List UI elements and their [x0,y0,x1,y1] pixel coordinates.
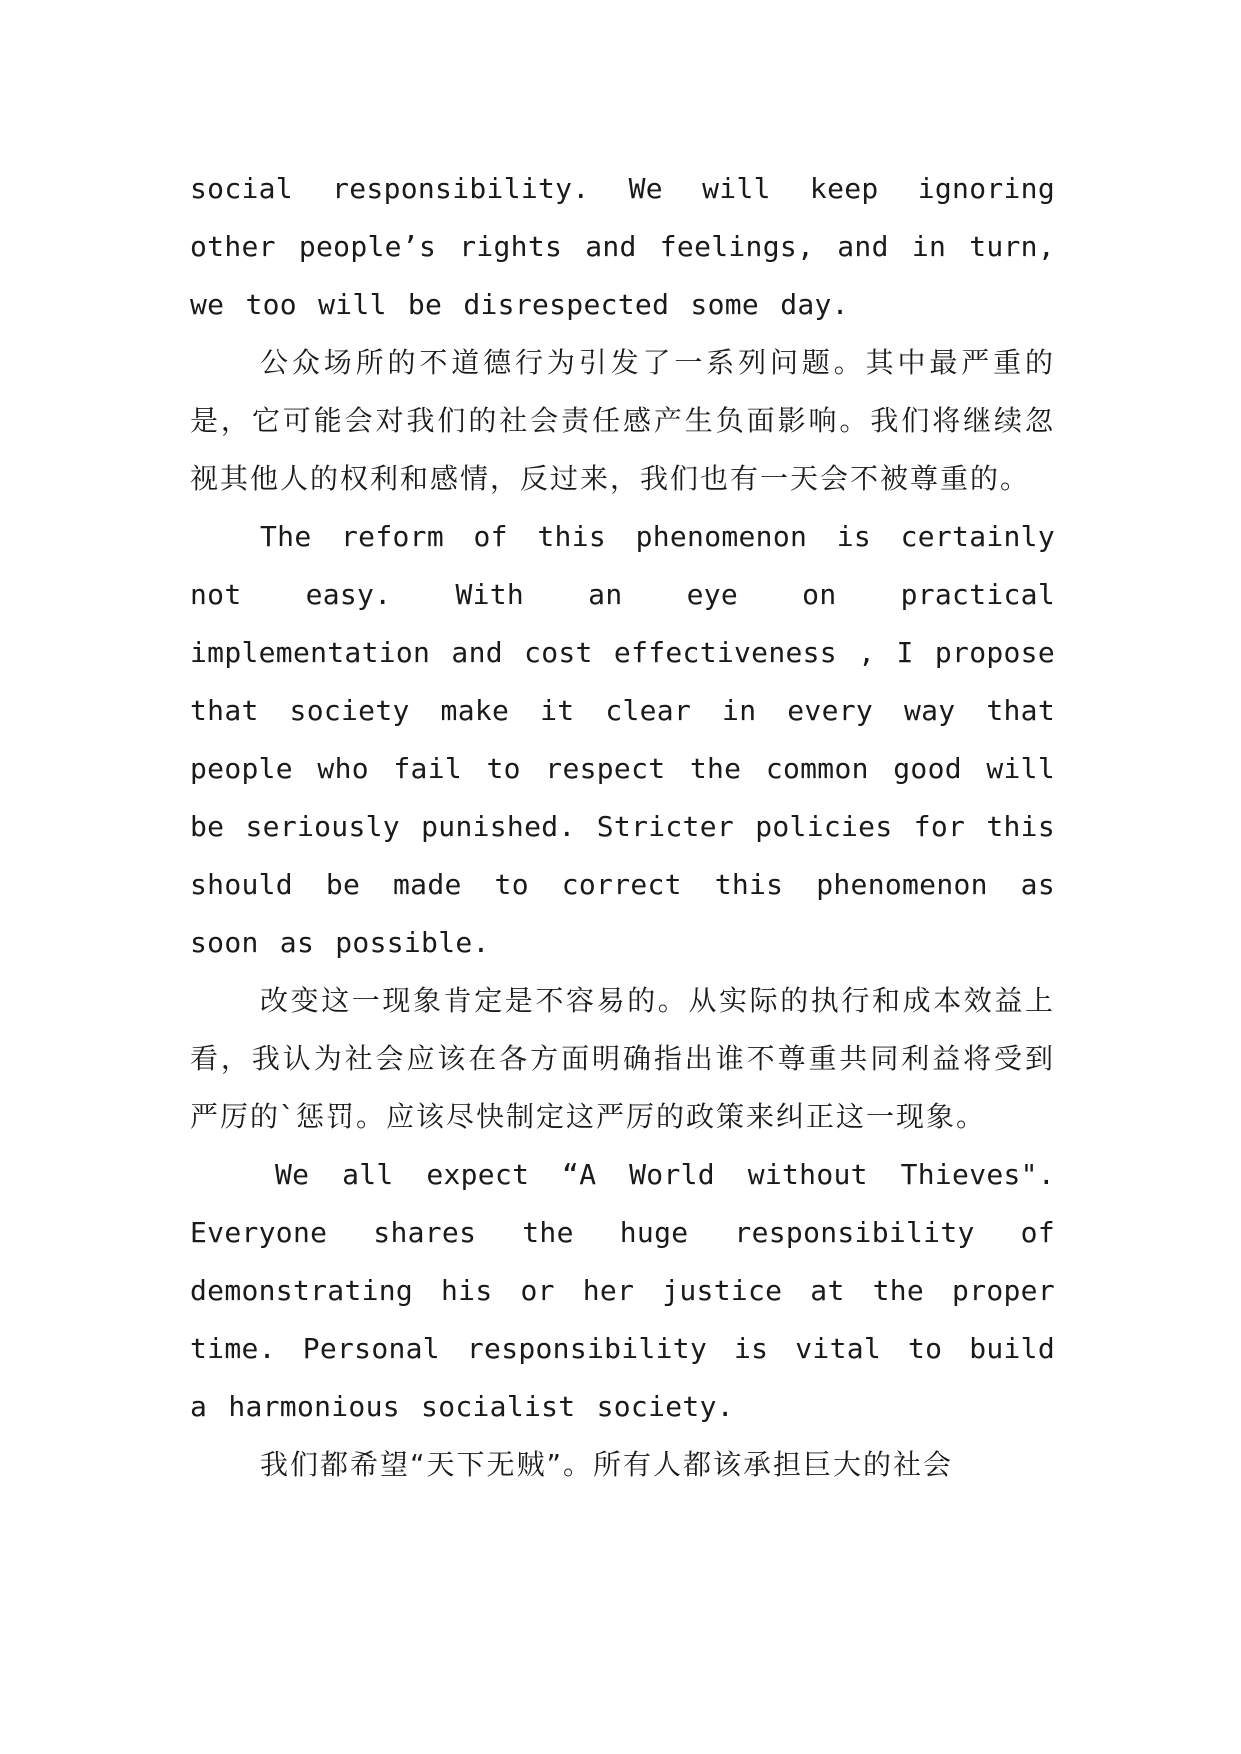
paragraph-chinese-3: 我们都希望“天下无贼”。所有人都该承担巨大的社会 [260,1448,954,1481]
paragraph-english-3: We all expect “A World without Thieves". Everyone shares the huge responsibility of demonstrating his or her justice at the proper time. Personal responsibility is vital to build a harmonious socialist society. [190,1158,1055,1423]
paragraph-chinese-1: 公众场所的不道德行为引发了一系列问题。其中最严重的是，它可能会对我们的社会责任感产生负面影响。我们将继续忽视其他人的权利和感情，反过来，我们也有一天会不被尊重的。 [190,346,1055,495]
paragraph-chinese-2: 改变这一现象肯定是不容易的。从实际的执行和成本效益上看，我认为社会应该在各方面明确指出谁不尊重共同利益将受到严厉的`惩罚。应该尽快制定这严厉的政策来纠正这一现象。 [190,984,1055,1133]
document-page [190,160,1055,1494]
paragraph-english-1: social responsibility. We will keep ignoring other people’s rights and feelings, and in turn, we too will be disrespected some day. [190,172,1055,321]
paragraph-english-2: The reform of this phenomenon is certainly not easy. With an eye on practical implementation and cost effectiveness , I propose that society make it clear in every way that people who fail to respect the common good will be seriously punished. Stricter policies for this should be made to correct this phenomenon as soon as possible. [190,520,1055,959]
